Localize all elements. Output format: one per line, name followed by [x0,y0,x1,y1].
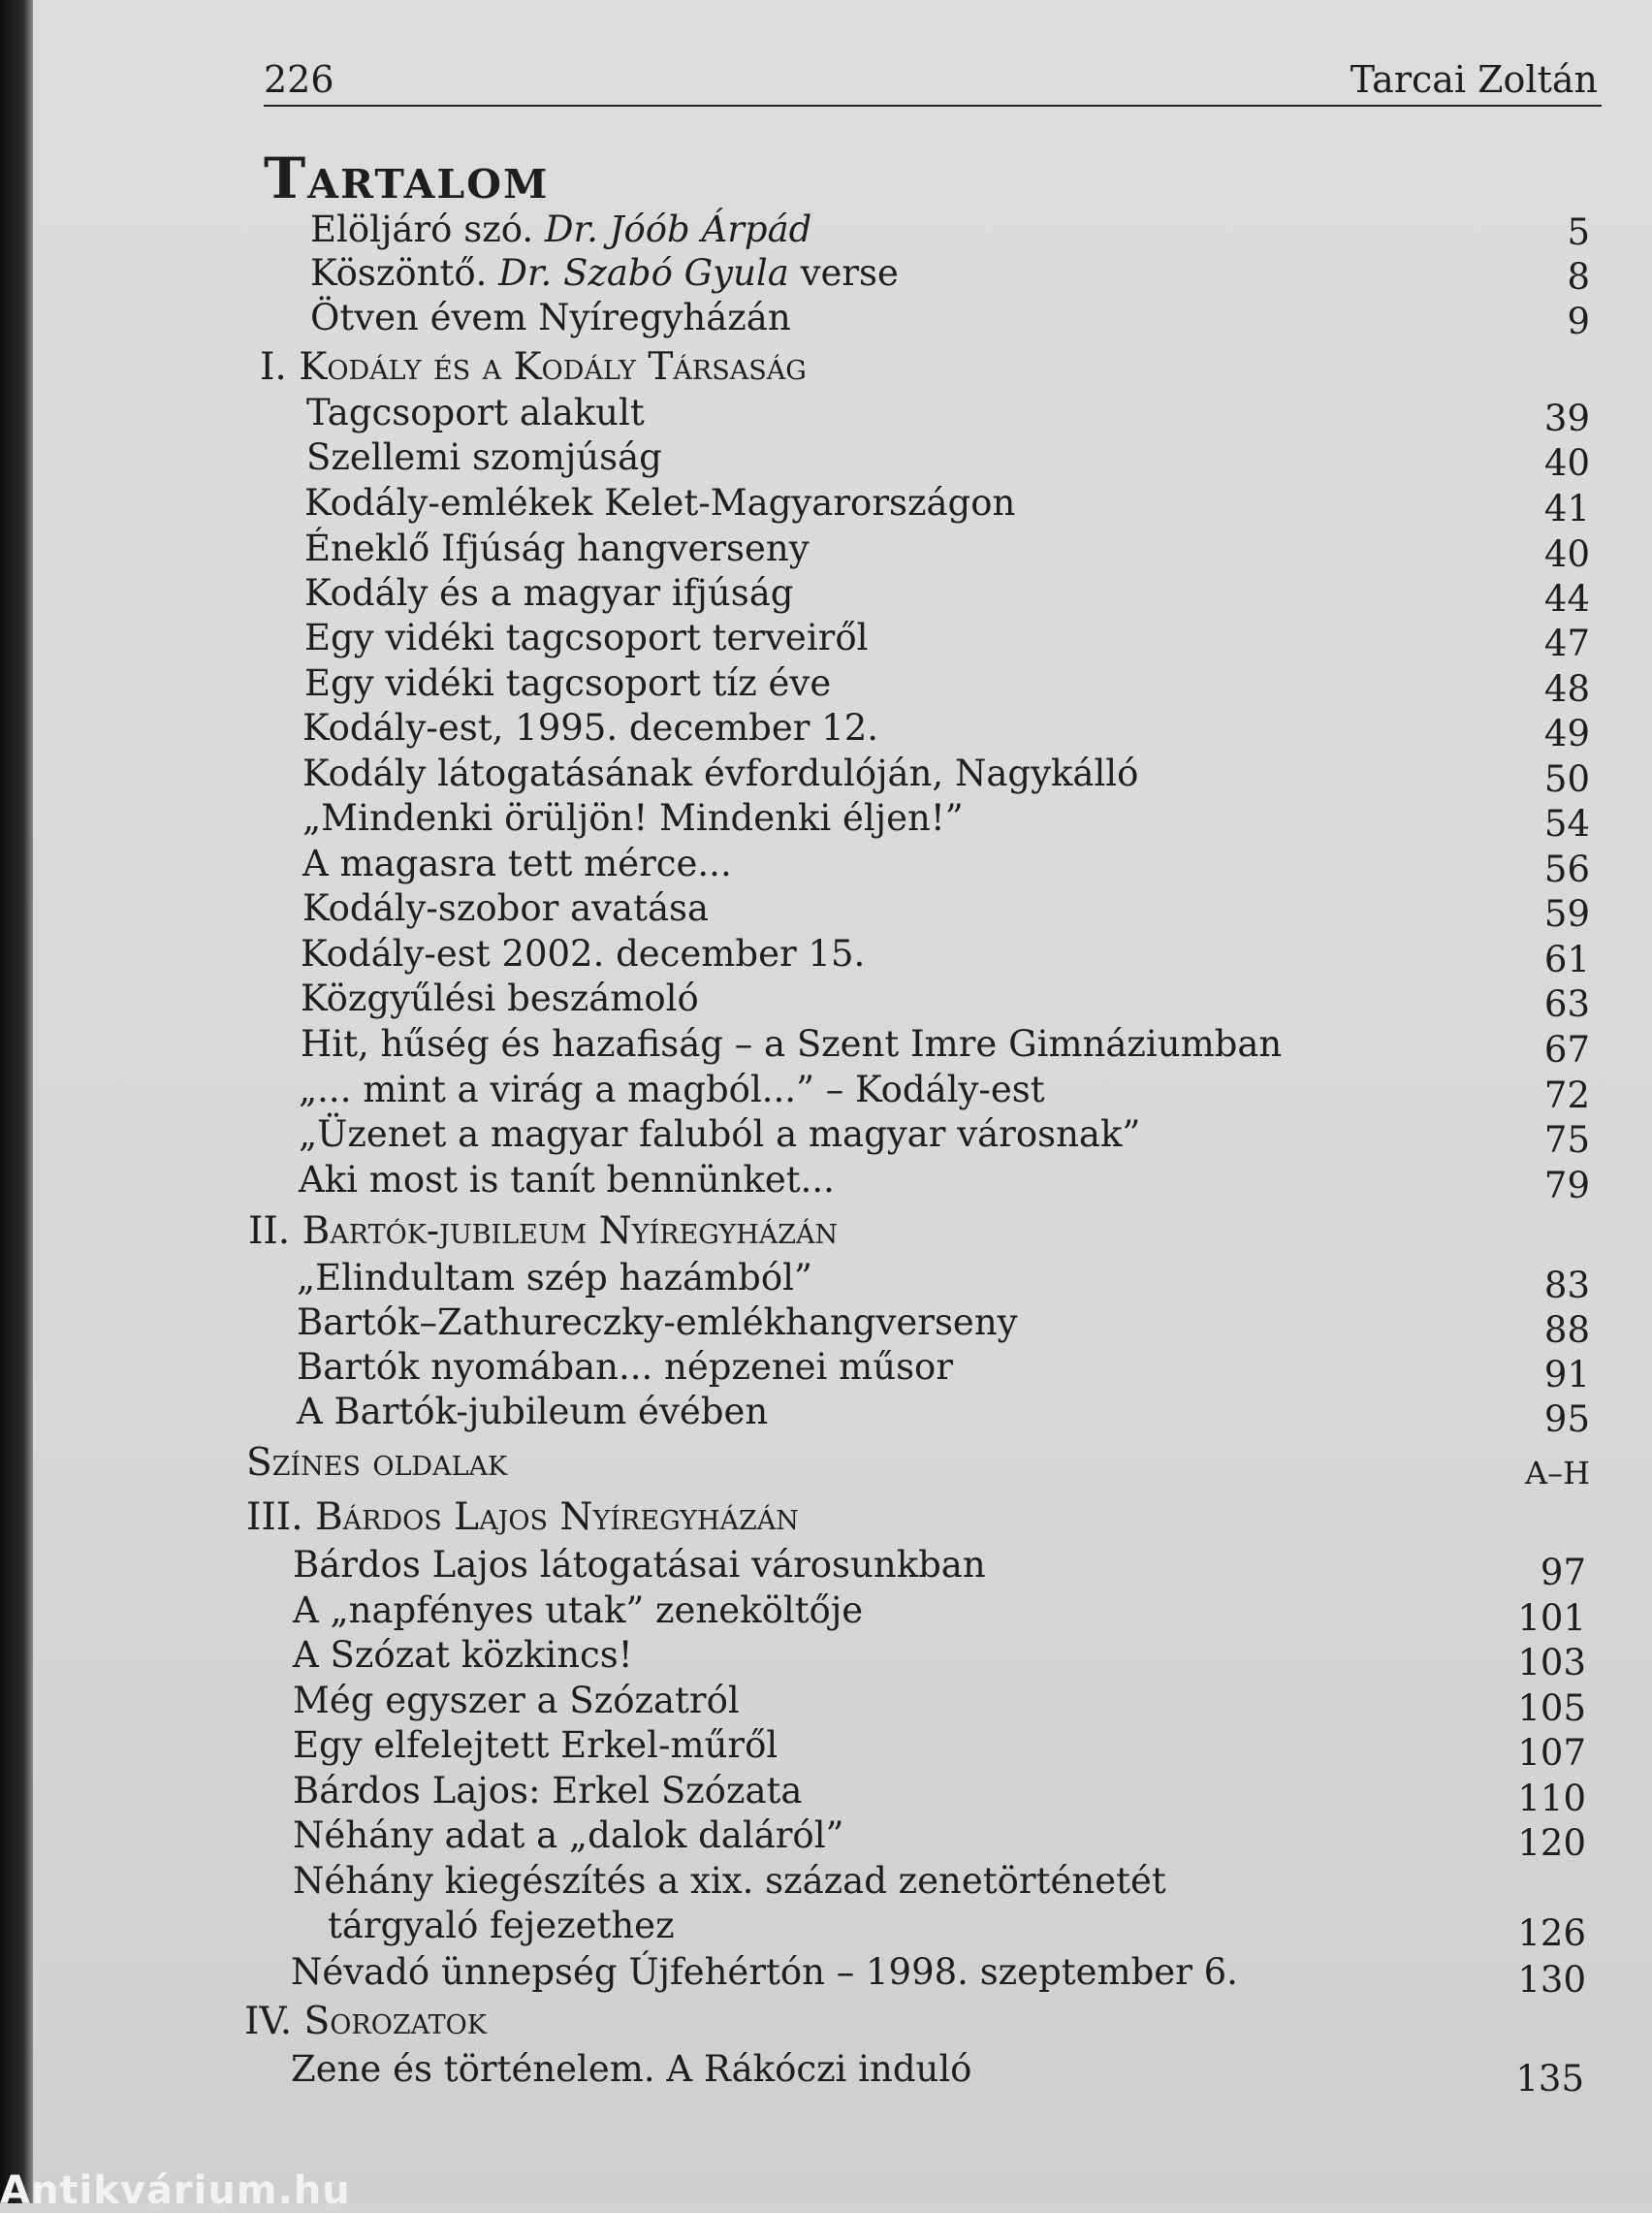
toc-entry: „Mindenki örüljön! Mindenki éljen!” [302,797,964,839]
toc-page-number: A–H [1524,1455,1590,1491]
running-header [264,56,1602,107]
toc-page-number: 126 [1517,1912,1586,1954]
toc-page-number: 72 [1543,1074,1590,1116]
toc-page-number: 9 [1567,301,1590,342]
running-head-author: Tarcai Zoltán [1350,58,1598,101]
toc-page-number: 40 [1543,442,1590,484]
toc-page-number: 75 [1543,1119,1590,1161]
toc-entry: Köszöntő. Dr. Szabó Gyula verse [310,252,899,294]
toc-page-number: 41 [1543,488,1590,529]
toc-entry: A magasra tett mérce... [302,843,732,884]
watermark-text: Antikvárium.hu [0,2168,351,2213]
toc-entry: Éneklő Ifjúság hangverseny [304,528,810,569]
section-heading-color-pages: Színes oldalak [246,1441,508,1485]
section-heading-1: I. Kodály és a Kodály Társaság [260,345,807,389]
toc-entry: Zene és történelem. A Rákóczi induló [291,2048,972,2090]
section-heading-3: III. Bárdos Lajos Nyíregyházán [246,1495,799,1539]
toc-page-number: 79 [1543,1165,1590,1206]
toc-page-number: 101 [1517,1597,1586,1639]
toc-page-number: 59 [1543,893,1590,935]
book-spine-shadow [0,0,33,2203]
toc-page-number: 97 [1540,1552,1586,1593]
toc-page-number: 107 [1517,1732,1586,1774]
section-heading-4: IV. Sorozatok [244,2000,487,2043]
toc-entry: A Bartók-jubileum évében [297,1391,769,1432]
toc-entry: A Szózat közkincs! [293,1634,633,1676]
toc-page-number: 47 [1543,623,1590,664]
toc-entry: Egy elfelejtett Erkel-műről [293,1724,778,1766]
toc-entry: Kodály-emlékek Kelet-Magyarországon [304,482,1016,524]
toc-entry: Kodály-est, 1995. december 12. [302,707,879,749]
toc-entry: Hit, hűség és hazafiság – a Szent Imre Gimnáziumban [301,1023,1283,1065]
toc-page-number: 50 [1543,758,1590,800]
toc-page-number: 63 [1543,983,1590,1025]
toc-page-number: 5 [1567,211,1590,253]
toc-page-number: 130 [1517,1959,1586,2001]
toc-page-number: 105 [1517,1687,1586,1729]
toc-page-number: 39 [1543,398,1590,439]
toc-title: Tartalom [264,145,550,211]
toc-page-number: 88 [1543,1309,1590,1351]
toc-page-number: 120 [1517,1822,1586,1864]
section-heading-2: II. Bartók-jubileum Nyíregyházán [248,1209,839,1253]
toc-entry: Egy vidéki tagcsoport tíz éve [304,662,832,704]
toc-page-number: 110 [1517,1778,1586,1819]
toc-page-number: 49 [1543,713,1590,754]
toc-entry: Bárdos Lajos: Erkel Szózata [293,1770,803,1812]
toc-entry: Néhány kiegészítés a xix. század zenetörténetét [293,1860,1166,1902]
toc-page-number: 8 [1567,256,1590,298]
toc-page-number: 103 [1517,1642,1586,1684]
toc-entry: Egy vidéki tagcsoport terveiről [304,617,869,658]
toc-entry: Tagcsoport alakult [306,392,645,433]
toc-entry: Kodály és a magyar ifjúság [304,572,794,614]
toc-entry: Névadó ünnepség Újfehértón – 1998. szeptember 6. [291,1951,1238,1993]
toc-entry: „Üzenet a magyar faluból a magyar városnak” [299,1113,1141,1155]
toc-entry: Kodály-est 2002. december 15. [301,933,866,975]
toc-entry: Szellemi szomjúság [306,436,662,478]
toc-entry: A „napfényes utak” zeneköltője [293,1589,864,1631]
toc-entry: Bartók nyomában... népzenei műsor [297,1346,954,1388]
toc-entry: Bárdos Lajos látogatásai városunkban [293,1544,986,1586]
toc-page-number: 56 [1543,849,1590,890]
toc-entry: Kodály-szobor avatása [302,887,710,929]
toc-entry: Elöljáró szó. Dr. Jóób Árpád [310,208,812,250]
toc-page-number: 54 [1543,803,1590,845]
toc-entry: Aki most is tanít bennünket... [299,1159,835,1201]
toc-page-number: 83 [1543,1265,1590,1306]
toc-entry: Néhány adat a „dalok daláról” [293,1814,844,1856]
toc-page-number: 44 [1543,578,1590,620]
toc-page-number: 67 [1543,1029,1590,1071]
toc-entry: „Elindultam szép hazámból” [297,1257,812,1299]
toc-entry: Még egyszer a Szózatról [293,1680,740,1721]
toc-entry: Ötven évem Nyíregyházán [310,297,791,338]
toc-entry: „... mint a virág a magból...” – Kodály-est [299,1069,1045,1110]
toc-page-number: 135 [1515,2058,1584,2100]
toc-entry: Közgyűlési beszámoló [301,978,699,1019]
toc-page-number: 91 [1543,1354,1590,1395]
toc-page-number: 95 [1543,1398,1590,1440]
toc-page-number: 40 [1543,533,1590,575]
toc-entry: Kodály látogatásának évfordulóján, Nagykálló [302,753,1139,794]
toc-entry: Bartók–Zathureczky-emlékhangverseny [297,1301,1018,1343]
page-number: 226 [264,58,334,101]
toc-page-number: 48 [1543,668,1590,710]
toc-entry-continuation: tárgyaló fejezethez [328,1905,675,1946]
toc-page-number: 61 [1543,939,1590,980]
